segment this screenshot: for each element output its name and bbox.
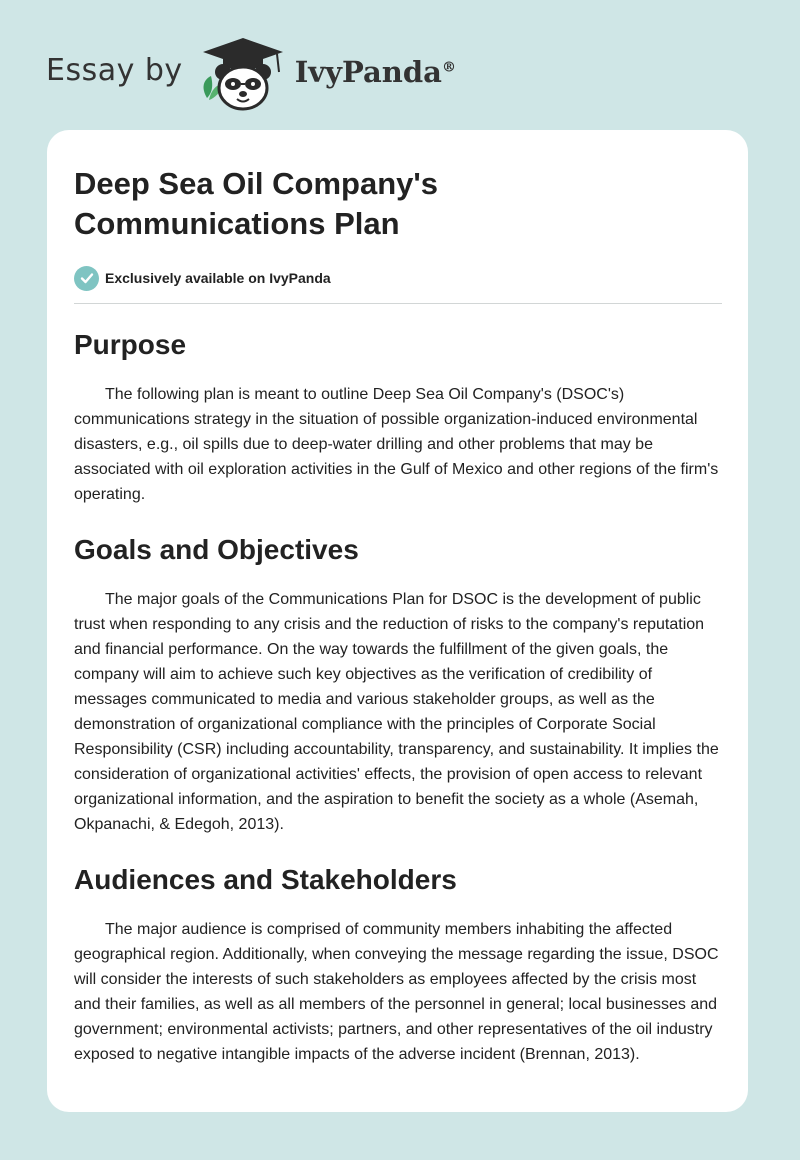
article-card [47, 130, 748, 1112]
section-heading: Goals and Objectives [74, 534, 359, 565]
exclusive-label: Exclusively available on IvyPanda [105, 270, 331, 286]
section-purpose [74, 328, 722, 507]
brand-name[interactable]: IvyPanda® [294, 55, 456, 89]
section-audiences-and-stakeholders [74, 863, 722, 1067]
divider [74, 303, 722, 304]
section-paragraph: The major goals of the Communications Plan for DSOC is the development of public trust when responding to any crisis and the reduction of risks to the company's reputation and financial performance. On the way towards the fulfillment of the given goals, the company will aim to achieve such key objectives as the verification of credibility of messages communicated to media and various stakeholder groups, as well as the demonstration of organizational compliance with the principles of Corporate Social Responsibility (CSR) including accountability, transparency, and sustainability. It implies the consideration of organizational activities' effects, the provision of open access to relevant organizational information, and the aspiration to benefit the society as a whole (Asemah, Okpanachi, & Edegoh, 2013). [74, 591, 719, 833]
checkmark-icon [74, 266, 99, 291]
section-goals-and-objectives [74, 533, 722, 837]
site-header [46, 34, 456, 114]
exclusive-badge [74, 264, 722, 292]
section-paragraph: The following plan is meant to outline Deep Sea Oil Company's (DSOC's) communications strategy in the situation of possible organization-induced environmental disasters, e.g., oil spills due to deep-water drilling and other problems that may be associated with oil exploration activities in the Gulf of Mexico and other regions of the firm's operating. [74, 386, 719, 503]
section-heading: Purpose [74, 329, 187, 360]
brand-prefix: Essay by [46, 52, 183, 88]
section-heading: Audiences and Stakeholders [74, 864, 457, 895]
panda-graduate-icon[interactable] [197, 36, 289, 112]
section-paragraph: The major audience is comprised of community members inhabiting the affected geographical region. Additionally, when conveying the message regarding the issue, DSOC will consider the interests of such stakeholders as employees affected by the crisis most and their families, as well as all members of the personnel in general; local businesses and government; environmental activists; partners, and other representatives of the oil industry exposed to negative intangible impacts of the adverse incident (Brennan, 2013). [74, 921, 719, 1063]
article-title: Deep Sea Oil Company's Communications Plan [74, 166, 438, 241]
